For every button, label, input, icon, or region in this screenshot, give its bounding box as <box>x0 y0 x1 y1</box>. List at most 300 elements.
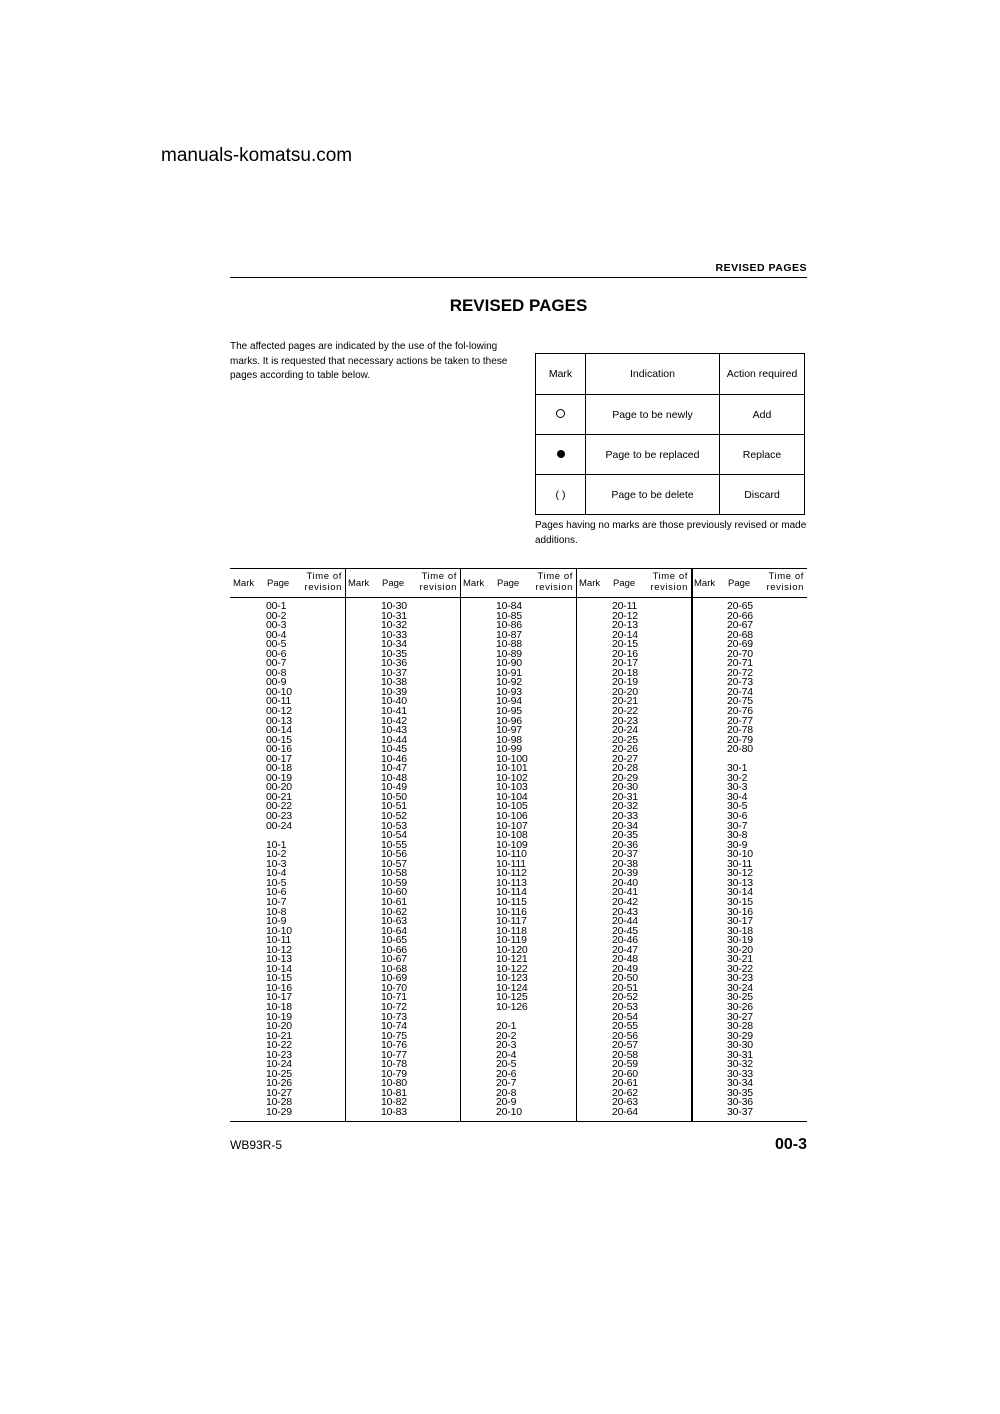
page-entry: 30-1 <box>727 762 748 775</box>
page-list <box>612 602 638 1118</box>
page-entry: 10-17 <box>266 991 292 1004</box>
page-entry: 20-59 <box>612 1058 638 1071</box>
page-entry: 10-103 <box>496 781 528 794</box>
page-entry: 30-8 <box>727 829 748 842</box>
page-entry: 20-67 <box>727 619 753 632</box>
page-entry: 10-99 <box>496 743 522 756</box>
page-entry: 10-52 <box>381 810 407 823</box>
page-entry: 10-44 <box>381 733 407 746</box>
page-entry: 20-35 <box>612 829 638 842</box>
page-entry: 30-17 <box>727 915 753 928</box>
page-entry: 30-20 <box>727 943 753 956</box>
page-entry: 10-126 <box>496 1000 528 1013</box>
page-entry: 10-28 <box>266 1096 292 1109</box>
page-entry: 10-24 <box>266 1058 292 1071</box>
page-entry: 20-19 <box>612 676 638 689</box>
header-time-line2: revision <box>766 582 804 593</box>
page-entry: 20-30 <box>612 781 638 794</box>
page-entry: 00-7 <box>266 657 287 670</box>
page-entry: 10-117 <box>496 915 527 928</box>
page-entry: 10-82 <box>381 1096 407 1109</box>
page-entry: 10-87 <box>496 628 522 641</box>
page-entry: 30-7 <box>727 819 748 832</box>
page-entry: 10-95 <box>496 705 522 718</box>
header-time-line2: revision <box>304 582 342 593</box>
page-entry: 30-26 <box>727 1000 753 1013</box>
page-entry: 30-32 <box>727 1058 753 1071</box>
page-entry: 20-77 <box>727 714 753 727</box>
page-entry: 10-98 <box>496 733 522 746</box>
page-entry: 20-20 <box>612 685 638 698</box>
page-entry: 20-26 <box>612 743 638 756</box>
header-page: Page <box>267 578 290 589</box>
page-entry: 20-18 <box>612 666 638 679</box>
page-entry: 00-3 <box>266 619 287 632</box>
legend-row-add <box>536 395 805 435</box>
page-entry: 20-72 <box>727 666 753 679</box>
page-entry: 30-18 <box>727 924 753 937</box>
page-entry: 10-118 <box>496 924 527 937</box>
page-entry: 30-37 <box>727 1105 753 1118</box>
legend-header-indication: Indication <box>586 354 720 395</box>
legend-mark-cell <box>536 395 586 435</box>
page-entry: 10-62 <box>381 905 407 918</box>
page-entry: 10-73 <box>381 1010 407 1023</box>
page-entry: 10-26 <box>266 1077 292 1090</box>
model-number: WB93R-5 <box>230 1138 283 1152</box>
page-entry: 10-45 <box>381 743 407 756</box>
page-entry: 00-22 <box>266 800 292 813</box>
page-entry: 20-51 <box>612 981 638 994</box>
page-entry: 20-66 <box>727 609 753 622</box>
page-entry: 20-45 <box>612 924 638 937</box>
page-entry: 10-46 <box>381 752 407 765</box>
legend-action: Add <box>720 395 805 435</box>
page-entry: 10-92 <box>496 676 522 689</box>
page-entry: 10-53 <box>381 819 407 832</box>
page-entry: 10-83 <box>381 1105 407 1118</box>
page-entry: 30-9 <box>727 838 748 851</box>
page-entry: 10-89 <box>496 647 522 660</box>
header-time-line1: Time of <box>537 571 573 582</box>
page-entry: 10-18 <box>266 1000 292 1013</box>
page-entry: 00-6 <box>266 647 287 660</box>
page-entry: 20-9 <box>496 1096 517 1109</box>
page-entry: 10-50 <box>381 790 407 803</box>
page-entry: 20-3 <box>496 1039 517 1052</box>
page-entry: 20-73 <box>727 676 753 689</box>
page-entry: 10-125 <box>496 991 528 1004</box>
page-entry: 10-33 <box>381 628 407 641</box>
header-page: Page <box>382 578 405 589</box>
page-entry: 10-69 <box>381 972 407 985</box>
page-entry: 30-14 <box>727 886 753 899</box>
page-entry: 30-12 <box>727 867 753 880</box>
page-entry: 10-71 <box>381 991 407 1004</box>
page-entry: 10-56 <box>381 848 407 861</box>
page-entry: 10-115 <box>496 895 527 908</box>
page-entry: 10-124 <box>496 981 528 994</box>
page-entry: 30-27 <box>727 1010 753 1023</box>
page-entry: 10-102 <box>496 771 528 784</box>
page-entry: 10-65 <box>381 934 407 947</box>
page-entry: 00-10 <box>266 685 292 698</box>
page-entry: 10-38 <box>381 676 407 689</box>
page-entry: 30-30 <box>727 1039 753 1052</box>
page-entry: 20-57 <box>612 1039 638 1052</box>
page-entry: 10-81 <box>381 1086 407 1099</box>
page-entry: 20-4 <box>496 1048 517 1061</box>
page-entry: 10-13 <box>266 953 292 966</box>
page-entry: 20-29 <box>612 771 638 784</box>
page-entry: 10-101 <box>496 762 528 775</box>
header-mark: Mark <box>463 578 485 589</box>
page-entry: 10-79 <box>381 1067 407 1080</box>
page-entry: 20-50 <box>612 972 638 985</box>
page-entry: 20-28 <box>612 762 638 775</box>
page-entry: 10-105 <box>496 800 528 813</box>
page-entry: 10-27 <box>266 1086 292 1099</box>
page-entry: 10-36 <box>381 657 407 670</box>
table-column-group <box>345 569 461 1121</box>
legend-indication: Page to be newly <box>586 395 720 435</box>
page-entry: 10-110 <box>496 848 527 861</box>
page-entry: 20-71 <box>727 657 753 670</box>
page-entry: 10-114 <box>496 886 527 899</box>
legend-row-discard <box>536 475 805 515</box>
page-entry: 30-16 <box>727 905 753 918</box>
page-entry: 20-27 <box>612 752 638 765</box>
page-entry: 10-104 <box>496 790 528 803</box>
header-time-line1: Time of <box>306 571 342 582</box>
open-circle-icon <box>556 409 565 418</box>
legend-header-row <box>536 354 805 395</box>
page-entry: 30-23 <box>727 972 753 985</box>
header-time-line2: revision <box>650 582 688 593</box>
page-list <box>727 602 753 1118</box>
page-entry: 20-68 <box>727 628 753 641</box>
header-time-line1: Time of <box>652 571 688 582</box>
page-entry: 30-11 <box>727 857 753 870</box>
page-entry: 20-15 <box>612 638 638 651</box>
page-entry: 20-7 <box>496 1077 517 1090</box>
page-entry: 20-10 <box>496 1105 522 1118</box>
page-entry: 10-68 <box>381 962 407 975</box>
legend-action: Discard <box>720 475 805 515</box>
page-entry: 20-44 <box>612 915 638 928</box>
running-header: REVISED PAGES <box>715 262 807 274</box>
page-entry: 30-36 <box>727 1096 753 1109</box>
table-header <box>691 569 807 598</box>
page-entry: 10-37 <box>381 666 407 679</box>
page-entry: 20-55 <box>612 1020 638 1033</box>
page-entry: 10-59 <box>381 876 407 889</box>
page-entry: 10-10 <box>266 924 292 937</box>
intro-paragraph: The affected pages are indicated by the use of the fol-lowing marks. It is requested that necessary actions be taken to these pages according to table below. <box>230 341 508 381</box>
header-time-of-revision <box>535 571 573 593</box>
page-entry: 10-47 <box>381 762 407 775</box>
header-rule <box>230 277 807 278</box>
page-entry: 10-80 <box>381 1077 407 1090</box>
page-entry: 10-57 <box>381 857 407 870</box>
page-entry: 20-2 <box>496 1029 517 1042</box>
legend-mark-cell: ( ) <box>536 475 586 515</box>
page-entry: 10-90 <box>496 657 522 670</box>
page-entry: 20-79 <box>727 733 753 746</box>
page-entry: 10-1 <box>266 838 287 851</box>
page-entry: 10-86 <box>496 619 522 632</box>
page-entry: 10-111 <box>496 857 526 870</box>
page-entry: 10-123 <box>496 972 528 985</box>
page-entry: 20-34 <box>612 819 638 832</box>
page-entry: 10-85 <box>496 609 522 622</box>
page-entry: 10-75 <box>381 1029 407 1042</box>
page-entry: 00-1 <box>266 600 287 612</box>
page-entry: 20-13 <box>612 619 638 632</box>
page-entry: 20-21 <box>612 695 638 708</box>
page-entry: 10-19 <box>266 1010 292 1023</box>
page-entry: 30-3 <box>727 781 748 794</box>
page-entry: 20-25 <box>612 733 638 746</box>
page-entry: 20-33 <box>612 810 638 823</box>
page-entry: 10-94 <box>496 695 522 708</box>
header-time-line2: revision <box>419 582 457 593</box>
page-entry: 10-100 <box>496 752 528 765</box>
page-entry: 30-4 <box>727 790 748 803</box>
header-time-of-revision <box>419 571 457 593</box>
page-entry: 20-14 <box>612 628 638 641</box>
table-header <box>576 569 691 598</box>
page-entry: 10-96 <box>496 714 522 727</box>
page-entry: 00-18 <box>266 762 292 775</box>
header-time-line1: Time of <box>768 571 804 582</box>
table-column-group <box>460 569 577 1121</box>
page-entry: 20-58 <box>612 1048 638 1061</box>
page-entry: 20-65 <box>727 600 753 612</box>
page-entry: 00-23 <box>266 810 292 823</box>
page-entry: 20-62 <box>612 1086 638 1099</box>
page-entry: 30-13 <box>727 876 753 889</box>
page-entry: 20-16 <box>612 647 638 660</box>
page-entry: 30-35 <box>727 1086 753 1099</box>
page-entry: 00-12 <box>266 705 292 718</box>
page-entry: 20-76 <box>727 705 753 718</box>
page-entry: 30-22 <box>727 962 753 975</box>
page-entry: 10-11 <box>266 934 292 947</box>
header-mark: Mark <box>579 578 601 589</box>
page-entry: 10-54 <box>381 829 407 842</box>
page-title: REVISED PAGES <box>449 296 588 315</box>
page-entry: 20-41 <box>612 886 638 899</box>
page-entry: 20-47 <box>612 943 638 956</box>
page-entry: 20-36 <box>612 838 638 851</box>
page-entry: 20-54 <box>612 1010 638 1023</box>
legend-table <box>535 353 805 515</box>
page-entry: 20-8 <box>496 1086 517 1099</box>
page-entry: 30-31 <box>727 1048 753 1061</box>
page-entry: 00-15 <box>266 733 292 746</box>
page-entry: 10-40 <box>381 695 407 708</box>
revised-pages-table <box>230 568 807 1122</box>
page-entry: 10-23 <box>266 1048 292 1061</box>
page-entry: 20-75 <box>727 695 753 708</box>
page-entry: 10-5 <box>266 876 287 889</box>
page-entry: 30-25 <box>727 991 753 1004</box>
page-entry: 10-12 <box>266 943 292 956</box>
page-entry: 20-38 <box>612 857 638 870</box>
page-entry: 10-91 <box>496 666 522 679</box>
page-entry: 20-42 <box>612 895 638 908</box>
table-column-group <box>230 569 346 1121</box>
page-list <box>266 602 292 1118</box>
legend-row-replace <box>536 435 805 475</box>
page-entry: 30-33 <box>727 1067 753 1080</box>
page-entry: 20-6 <box>496 1067 517 1080</box>
page-entry: 10-35 <box>381 647 407 660</box>
page-entry: 30-29 <box>727 1029 753 1042</box>
page-entry: 20-39 <box>612 867 638 880</box>
page-entry: 20-12 <box>612 609 638 622</box>
header-mark: Mark <box>694 578 716 589</box>
page-entry: 10-112 <box>496 867 527 880</box>
page-entry: 10-108 <box>496 829 528 842</box>
page-entry: 00-8 <box>266 666 287 679</box>
page-entry: 10-60 <box>381 886 407 899</box>
page-entry: 10-72 <box>381 1000 407 1013</box>
header-time-of-revision <box>304 571 342 593</box>
header-page: Page <box>613 578 636 589</box>
page-entry: 10-7 <box>266 895 287 908</box>
page-entry: 20-56 <box>612 1029 638 1042</box>
page-entry: 10-77 <box>381 1048 407 1061</box>
page-entry: 20-23 <box>612 714 638 727</box>
legend-action: Replace <box>720 435 805 475</box>
page-entry: 10-22 <box>266 1039 292 1052</box>
legend-header-mark: Mark <box>536 354 586 395</box>
table-header <box>230 569 345 598</box>
page-entry: 10-4 <box>266 867 287 880</box>
header-page: Page <box>728 578 751 589</box>
page-entry: 10-88 <box>496 638 522 651</box>
page-entry: 10-93 <box>496 685 522 698</box>
page-entry: 10-63 <box>381 915 407 928</box>
legend-indication: Page to be delete <box>586 475 720 515</box>
page-number: 00-3 <box>774 1136 807 1153</box>
page-entry: 10-109 <box>496 838 528 851</box>
page-entry: 10-25 <box>266 1067 292 1080</box>
page-entry: 00-4 <box>266 628 287 641</box>
page-entry: 10-6 <box>266 886 287 899</box>
page-entry: 10-78 <box>381 1058 407 1071</box>
page-entry: 20-70 <box>727 647 753 660</box>
page-entry: 00-5 <box>266 638 287 651</box>
legend-note: Pages having no marks are those previously revised or made additions. <box>535 520 807 546</box>
page-entry: 20-46 <box>612 934 638 947</box>
page-entry: 10-49 <box>381 781 407 794</box>
header-time-of-revision <box>766 571 804 593</box>
header-page: Page <box>497 578 520 589</box>
page-entry: 10-51 <box>381 800 407 813</box>
page-entry: 10-119 <box>496 934 527 947</box>
page-entry: 20-78 <box>727 724 753 737</box>
page-entry: 10-48 <box>381 771 407 784</box>
page-entry: 10-116 <box>496 905 527 918</box>
page-entry: 10-9 <box>266 915 287 928</box>
page-entry: 20-32 <box>612 800 638 813</box>
page-entry: 30-19 <box>727 934 753 947</box>
page-entry: 10-55 <box>381 838 407 851</box>
page-entry: 00-20 <box>266 781 292 794</box>
page-entry: 00-13 <box>266 714 292 727</box>
page-entry: 30-24 <box>727 981 753 994</box>
header-time-line1: Time of <box>421 571 457 582</box>
page-entry: 10-70 <box>381 981 407 994</box>
page-entry: 20-53 <box>612 1000 638 1013</box>
page-entry: 20-11 <box>612 600 638 612</box>
page-entry: 10-107 <box>496 819 528 832</box>
page-entry: 10-76 <box>381 1039 407 1052</box>
page-entry: 20-52 <box>612 991 638 1004</box>
page-entry: 20-80 <box>727 743 753 756</box>
page-entry: 20-37 <box>612 848 638 861</box>
page-entry: 20-17 <box>612 657 638 670</box>
table-column-group <box>576 569 693 1121</box>
page-entry: 10-15 <box>266 972 292 985</box>
page-entry: 20-74 <box>727 685 753 698</box>
page-entry: 30-15 <box>727 895 753 908</box>
page-entry: 10-64 <box>381 924 407 937</box>
page-entry: 00-11 <box>266 695 292 708</box>
page-entry: 10-120 <box>496 943 528 956</box>
page-entry: 10-43 <box>381 724 407 737</box>
page-entry: 30-21 <box>727 953 753 966</box>
page-entry: 10-30 <box>381 600 407 612</box>
page-entry: 20-5 <box>496 1058 517 1071</box>
page-entry: 10-61 <box>381 895 407 908</box>
page-entry: 10-34 <box>381 638 407 651</box>
page-entry: 10-74 <box>381 1020 407 1033</box>
page-entry: 10-67 <box>381 953 407 966</box>
page-entry: 00-19 <box>266 771 292 784</box>
page-entry: 10-3 <box>266 857 287 870</box>
header-time-line2: revision <box>535 582 573 593</box>
page-entry: 00-14 <box>266 724 292 737</box>
page-entry: 10-66 <box>381 943 407 956</box>
page-entry: 30-5 <box>727 800 748 813</box>
page-entry: 10-21 <box>266 1029 292 1042</box>
page-entry: 00-17 <box>266 752 292 765</box>
page-entry: 10-113 <box>496 876 527 889</box>
page-entry: 10-122 <box>496 962 528 975</box>
page-entry: 10-41 <box>381 705 407 718</box>
page-entry: 20-48 <box>612 953 638 966</box>
header-time-of-revision <box>650 571 688 593</box>
page-entry: 10-20 <box>266 1020 292 1033</box>
page-entry: 20-63 <box>612 1096 638 1109</box>
page-entry: 00-21 <box>266 790 292 803</box>
watermark-text: manuals-komatsu.com <box>161 145 353 166</box>
table-header <box>460 569 576 598</box>
page-entry: 10-106 <box>496 810 528 823</box>
page-entry: 20-40 <box>612 876 638 889</box>
page-entry: 20-49 <box>612 962 638 975</box>
page-entry: 00-9 <box>266 676 287 689</box>
header-mark: Mark <box>233 578 255 589</box>
page-entry: 10-31 <box>381 609 407 622</box>
page-entry: 10-84 <box>496 600 522 612</box>
page-entry: 20-69 <box>727 638 753 651</box>
table-header <box>345 569 460 598</box>
